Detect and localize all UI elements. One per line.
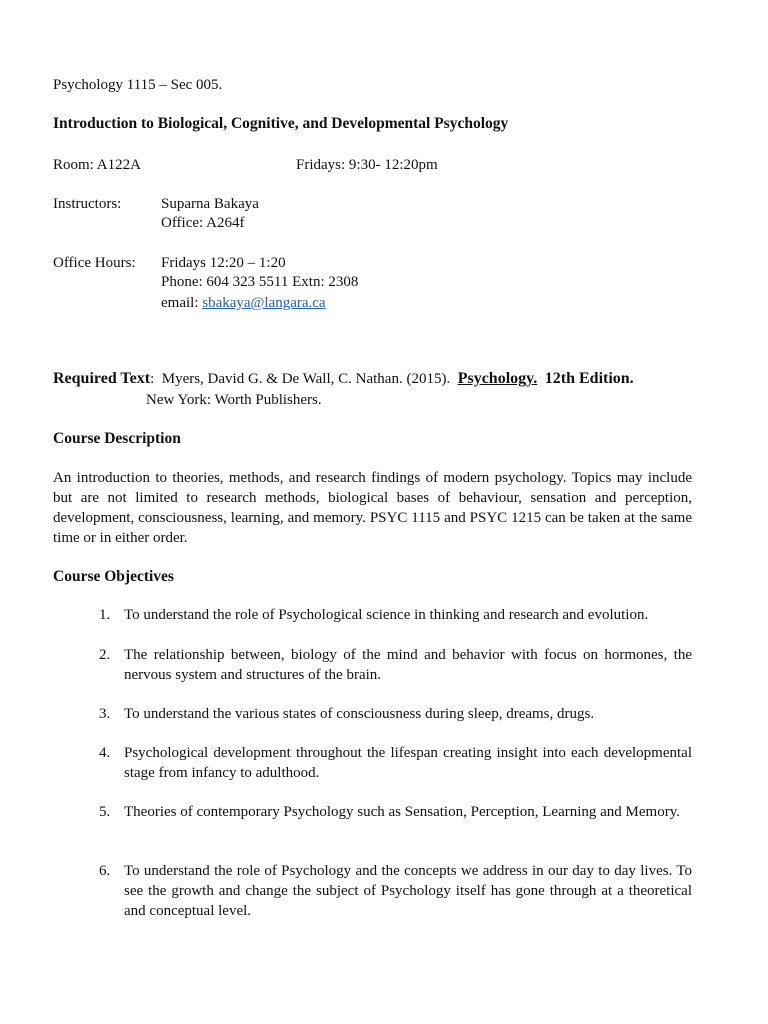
office-hours-time: Fridays 12:20 – 1:20 [161, 255, 286, 271]
instructor-office: Office: A264f [161, 215, 245, 231]
email-line [161, 293, 326, 313]
book-title: Psychology. [457, 370, 538, 387]
objective-item [99, 861, 692, 921]
objective-text: Theories of contemporary Psychology such as Sensation, Perception, Learning and Memory. [124, 804, 680, 820]
objective-text: The relationship between, biology of the mind and behavior with focus on hormones, the nervous system and structures of the brain. [124, 647, 692, 683]
course-objectives-heading: Course Objectives [53, 568, 174, 585]
required-text-colon: : [150, 371, 155, 387]
objective-number: 2. [99, 647, 111, 663]
objective-item [99, 802, 692, 822]
required-text-label: Required Text [53, 370, 151, 387]
required-text-authors: Myers, David G. & De Wall, C. Nathan. (2015). [161, 371, 451, 387]
objective-number: 6. [99, 863, 111, 879]
objective-item [99, 743, 692, 783]
objective-number: 5. [99, 804, 111, 820]
required-text-line [53, 369, 634, 389]
course-code: Psychology 1115 – Sec 005. [53, 77, 223, 93]
office-hours-label: Office Hours: [53, 255, 136, 271]
objective-text: To understand the role of Psychological science in thinking and research and evolution. [124, 607, 649, 623]
office-phone: Phone: 604 323 5511 Extn: 2308 [161, 274, 359, 290]
course-title: Introduction to Biological, Cognitive, and Developmental Psychology [53, 115, 509, 132]
objective-text: To understand the role of Psychology and the concepts we address in our day to day lives. To see the growth and change the subject of Psychology itself has gone through at a theoretical and conceptual level. [124, 863, 692, 919]
objective-number: 4. [99, 745, 111, 761]
objective-text: Psychological development throughout the lifespan creating insight into each developmental stage from infancy to adulthood. [124, 745, 692, 781]
schedule: Fridays: 9:30- 12:20pm [296, 157, 438, 173]
objective-item [99, 605, 692, 625]
objective-number: 1. [99, 607, 111, 623]
email-link[interactable]: sbakaya@langara.ca [202, 295, 326, 311]
instructor-name: Suparna Bakaya [161, 196, 259, 212]
email-label: email: [161, 295, 203, 311]
objective-item [99, 645, 692, 685]
book-edition: 12th Edition. [544, 370, 634, 387]
objective-item [99, 704, 692, 724]
course-description-heading: Course Description [53, 430, 181, 447]
room: Room: A122A [53, 157, 141, 173]
objective-number: 3. [99, 706, 111, 722]
book-publisher: New York: Worth Publishers. [146, 392, 322, 408]
objective-text: To understand the various states of consciousness during sleep, dreams, drugs. [124, 706, 595, 722]
course-description-body: An introduction to theories, methods, and research findings of modern psychology. Topics may include but are not limited to research methods, biological bases of behaviour, sensation and perception, development, consciousness, learning, and memory. PSYC 1115 and PSYC 1215 can be taken at the same time or in either order. [53, 470, 692, 546]
instructors-label: Instructors: [53, 196, 122, 212]
